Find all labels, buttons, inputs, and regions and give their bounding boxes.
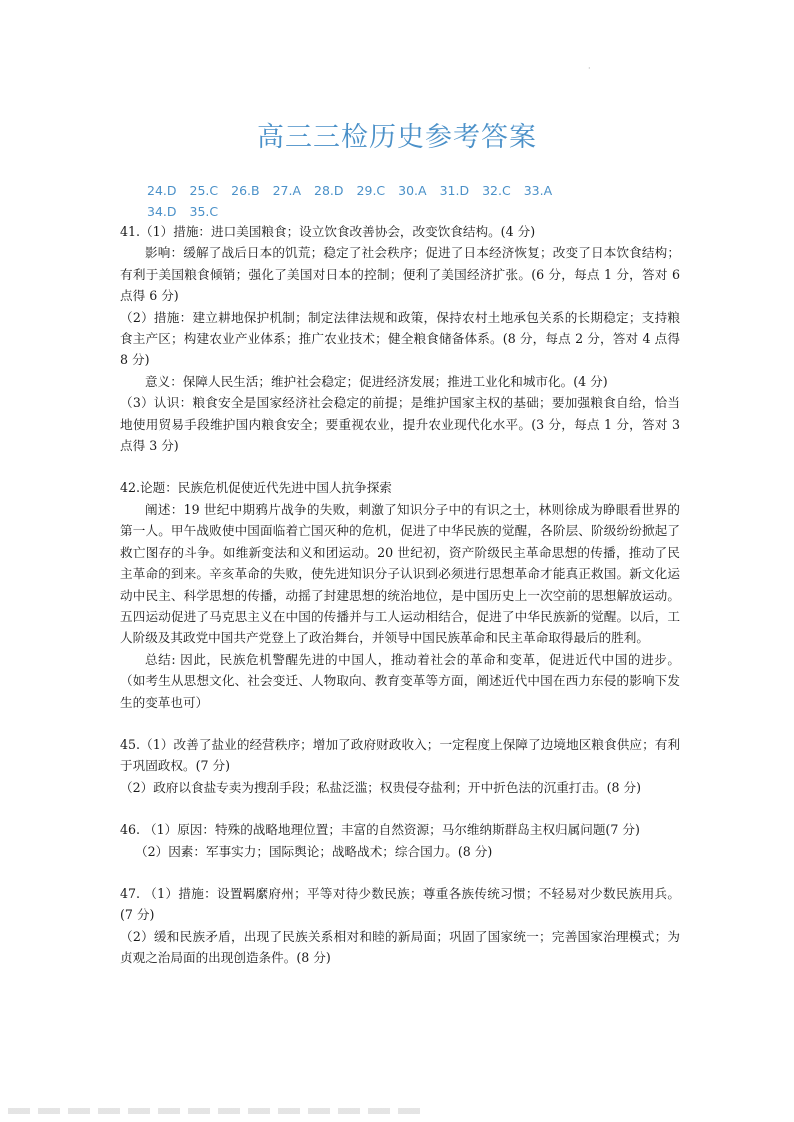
corner-mark: · [588,64,591,73]
answer-item: 27.A [272,183,302,198]
answer-item: 29.C [356,183,386,198]
paragraph: 影响：缓解了战后日本的饥荒；稳定了社会秩序；促进了日本经济恢复；改变了日本饮食结构；有利于美国粮食倾销；强化了美国对日本的控制；便利了美国经济扩张。(6 分，每点 1 分，答对 6 点得 6 分) [120,245,680,304]
answers-row-1 [147,180,647,201]
footer-scan-artifact [8,1108,428,1114]
paragraph: （2）因素：军事实力；国际舆论；战略战术；综合国力。(8 分) [135,843,493,859]
paragraph: 47. （1）措施：设置羁縻府州；平等对待少数民族；尊重各族传统习惯；不轻易对少数民族用兵。 (7 分) [120,885,680,923]
paragraph: 45.（1）改善了盐业的经营秩序；增加了政府财政收入；一定程度上保障了边境地区粮食供应；有利于巩固政权。(7 分) [120,736,680,774]
answer-item: 30.A [398,183,427,198]
question-45 [120,734,680,798]
answers-row-2 [147,201,647,222]
answer-item: 33.A [523,183,553,198]
paragraph: 阐述：19 世纪中期鸦片战争的失败，刺激了知识分子中的有识之士，林则徐成为睁眼看世界的第一人。甲午战败使中国面临着亡国灭种的危机，促进了中华民族的觉醒，各阶层、阶级纷纷掀起了救亡图存的斗争。如维新变法和义和团运动。20 世纪初，资产阶级民主革命思想的传播，推动了民主革命的到来。辛亥革命的失败，使先进知识分子认识到必须进行思想革命才能真正救国。新文化运动中民主、科学思想的传播，动摇了封建思想的统治地位，是中国历史上一次空前的思想解放运动。五四运动促进了马克思主义在中国的传播并与工人运动相结合，促进了中华民族新的觉醒。以后，工人阶级及其政党中国共产党登上了政治舞台，并领导中国民族革命和民主革命取得最后的胜利。 [120,501,680,646]
answer-item: 32.C [482,183,511,198]
answer-item: 35.C [189,204,219,219]
paragraph: 总结: 因此，民族危机警醒先进的中国人，推动着社会的革命和变革，促进近代中国的进步。 （如考生从思想文化、社会变迁、人物取向、教育变革等方面，阐述近代中国在西力东侵的影响下发生的变革也可） [120,651,680,710]
spacer [120,456,680,477]
spacer [120,798,680,819]
paragraph: 意义：保障人民生活；维护社会稳定；促进经济发展；推进工业化和城市化。(4 分) [145,373,608,389]
answer-item: 31.D [439,183,470,198]
answer-item: 34.D [147,204,177,219]
answer-item: 24.D [147,183,177,198]
spacer [120,713,680,734]
question-46 [120,819,680,862]
question-41 [120,221,680,456]
paragraph: （2）缓和民族矛盾，出现了民族关系相对和睦的新局面；巩固了国家统一；完善国家治理模式；为贞观之治局面的出现创造条件。(8 分) [120,928,680,966]
answer-body [120,221,680,969]
paragraph: 41.（1）措施：进口美国粮食；设立饮食改善协会，改变饮食结构。(4 分) [120,224,536,239]
page-title: 高三三检历史参考答案 [257,122,537,154]
paragraph: 46. （1）原因：特殊的战略地理位置；丰富的自然资源；马尔维纳斯群岛主权归属问题(7 分) [120,822,640,838]
paragraph: （2）措施：建立耕地保护机制；制定法律法规和政策，保持农村土地承包关系的长期稳定；支持粮食主产区；构建农业产业体系；推广农业技术；健全粮食储备体系。(8 分，每点 2 分，答对 4 点得 8 分) [120,309,680,368]
question-47 [120,883,680,969]
spacer [120,862,680,883]
answer-item: 25.C [189,183,219,198]
multiple-choice-answers [147,180,647,222]
question-42 [120,477,680,712]
answer-item: 26.B [231,183,260,198]
answer-item: 28.D [314,183,344,198]
paragraph: （3）认识：粮食安全是国家经济社会稳定的前提；是维护国家主权的基础；要加强粮食自给，恰当地使用贸易手段维护国内粮食安全；要重视农业，提升农业现代化水平。(3 分，每点 1 分，答对 3 点得 3 分) [120,395,680,454]
paragraph: 42.论题：民族危机促使近代先进中国人抗争探索 [120,480,392,496]
paragraph: （2）政府以食盐专卖为搜刮手段；私盐泛滥；权贵侵夺盐利；开中折色法的沉重打击。(8 分) [120,779,642,795]
